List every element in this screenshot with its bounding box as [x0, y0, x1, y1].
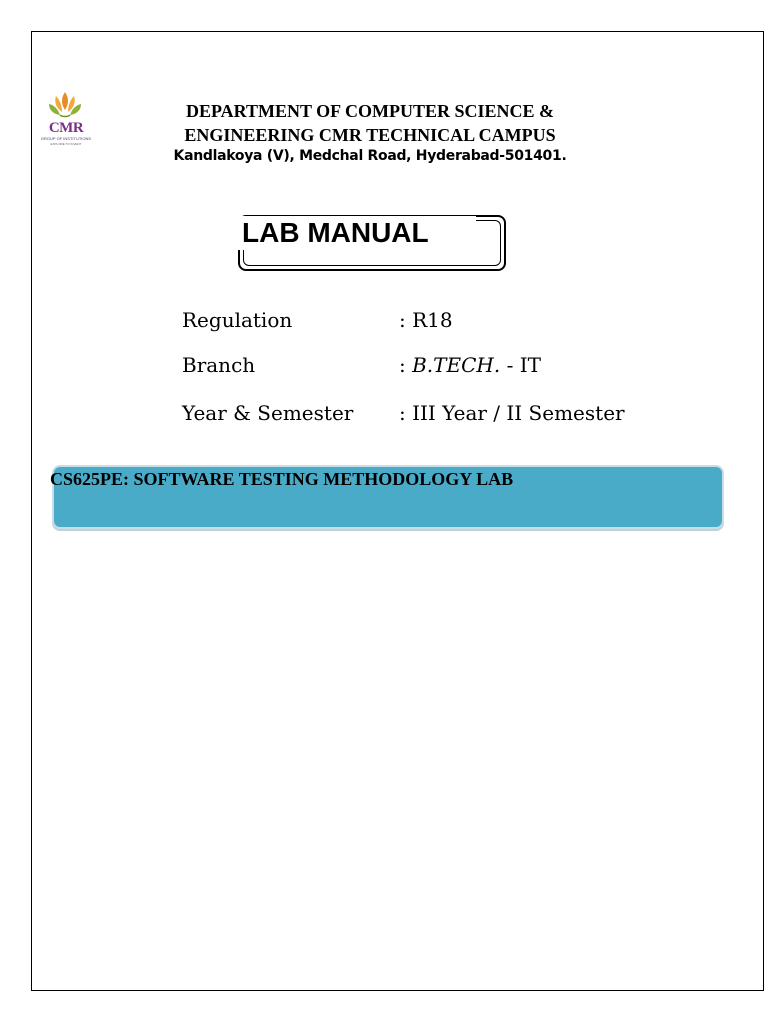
info-row-regulation [182, 308, 652, 338]
info-label: Year & Semester [182, 401, 354, 425]
info-row-branch [182, 353, 652, 383]
info-value-italic: B.TECH. [412, 353, 501, 377]
info-value: : III Year / II Semester [399, 401, 625, 425]
logo-subtitle: GROUP OF INSTITUTIONS [40, 136, 92, 141]
info-value: : R18 [399, 308, 453, 332]
logo-tagline: EXPLORE TO INVENT [50, 142, 82, 146]
info-value-prefix: : [399, 353, 413, 377]
info-label: Branch [182, 353, 256, 377]
page-title: LAB MANUAL [236, 216, 476, 250]
address-line: Kandlakoya (V), Medchal Road, Hyderabad-501401. [173, 148, 567, 164]
info-label: Regulation [182, 308, 293, 332]
campus-line: ENGINEERING CMR TECHNICAL CAMPUS [184, 125, 556, 145]
info-value-suffix: - IT [500, 353, 541, 377]
course-name: SOFTWARE TESTING METHODOLOGY LAB [129, 469, 514, 489]
info-row-year-semester [182, 401, 652, 431]
course-code: CS625PE: [50, 469, 130, 489]
course-title [50, 469, 690, 490]
logo-name: CMR [48, 120, 84, 136]
institution-header [150, 99, 590, 147]
department-line: DEPARTMENT OF COMPUTER SCIENCE & [185, 101, 555, 121]
info-value [399, 353, 541, 377]
